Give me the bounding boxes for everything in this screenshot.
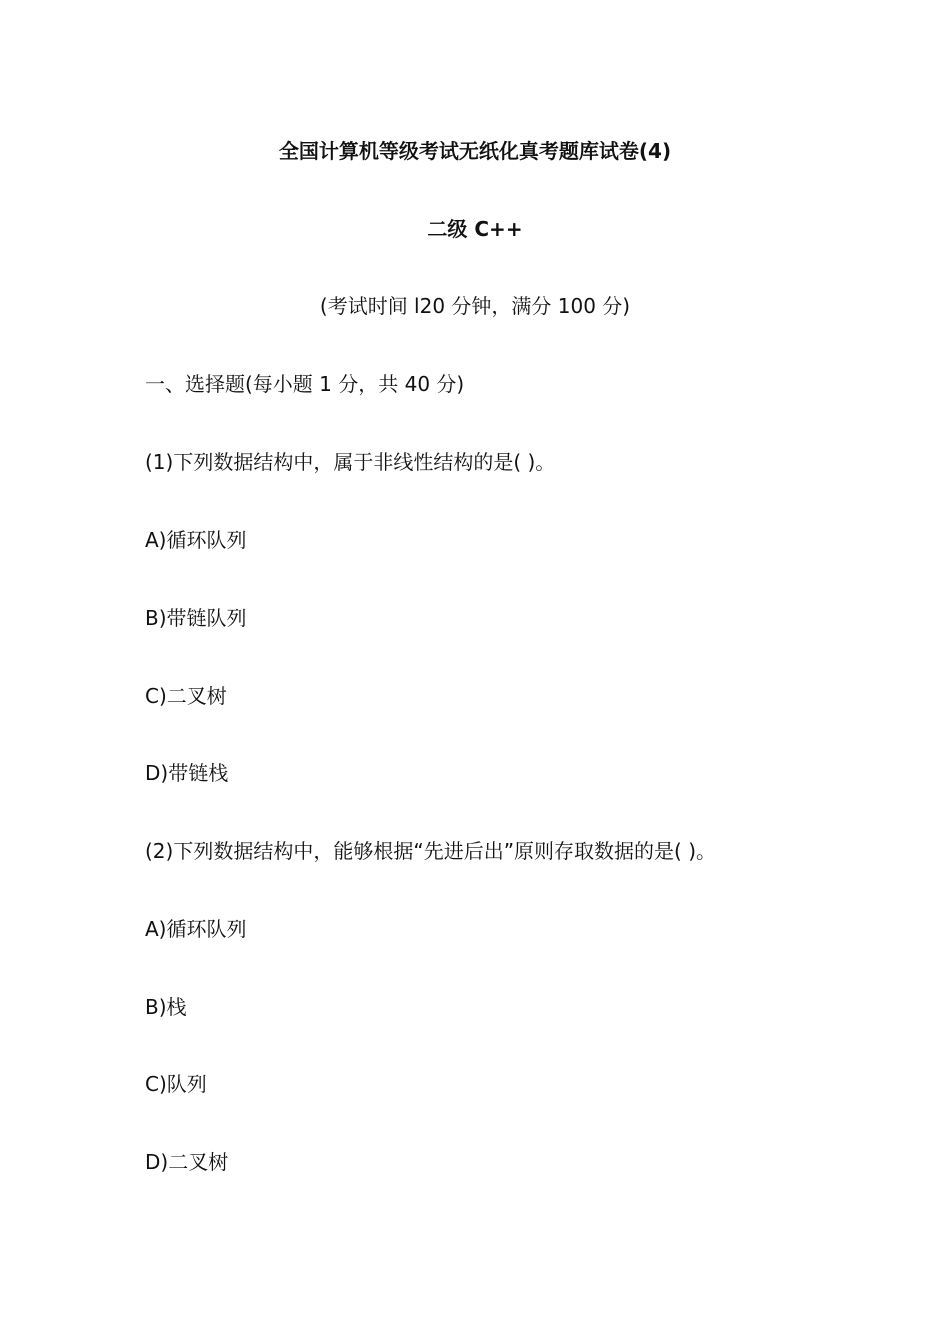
answer-option: C)二叉树: [145, 684, 227, 708]
document-title: 全国计算机等级考试无纸化真考题库试卷(4): [278, 139, 672, 163]
answer-option: B)带链队列: [145, 606, 247, 630]
section-heading: 一、选择题(每小题 1 分，共 40 分): [145, 372, 465, 396]
answer-option: D)带链栈: [145, 761, 229, 785]
answer-option: A)循环队列: [145, 917, 247, 941]
answer-option: A)循环队列: [145, 528, 247, 552]
document-subtitle: 二级 C++: [427, 217, 523, 241]
exam-info: (考试时间 l20 分钟，满分 100 分): [319, 294, 631, 318]
answer-option: B)栈: [145, 995, 187, 1019]
question-stem: (2)下列数据结构中，能够根据“先进后出”原则存取数据的是( )。: [145, 839, 717, 863]
question-stem: (1)下列数据结构中，属于非线性结构的是( )。: [145, 450, 556, 474]
answer-option: D)二叉树: [145, 1150, 229, 1174]
answer-option: C)队列: [145, 1072, 207, 1096]
